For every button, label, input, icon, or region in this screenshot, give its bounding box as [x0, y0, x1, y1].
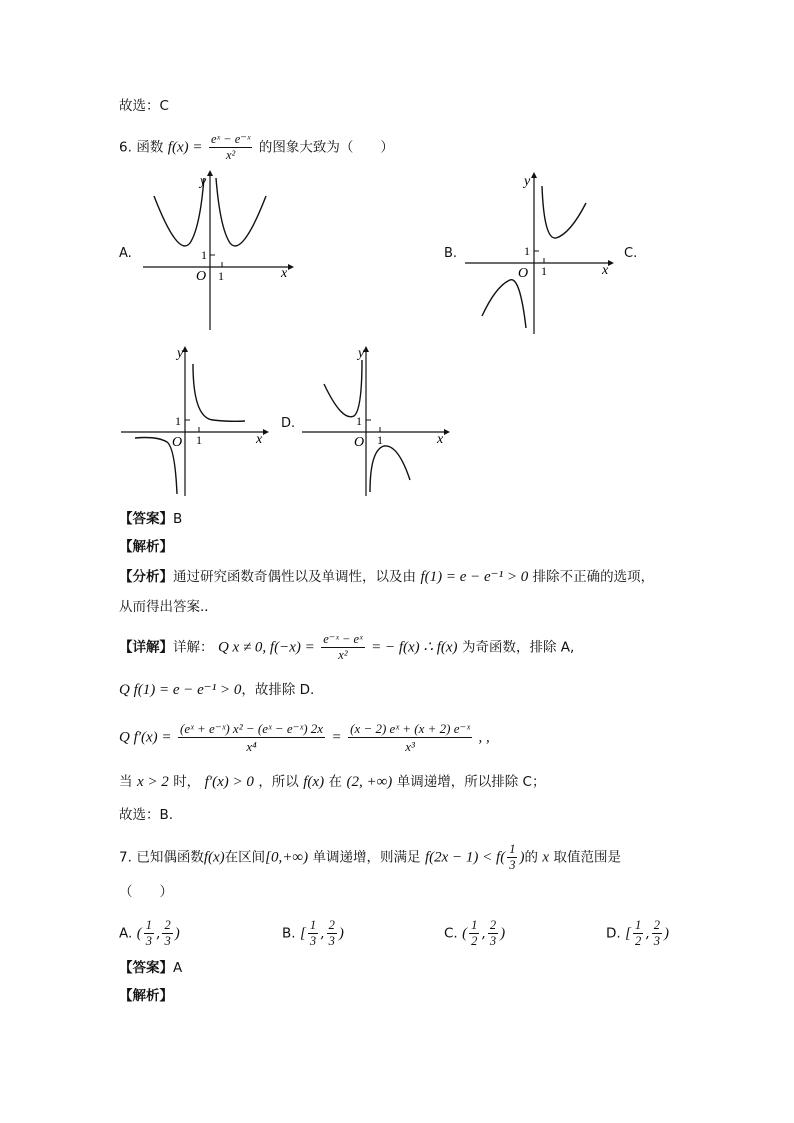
option-d1: 2 — [634, 934, 642, 948]
y-label: y — [200, 174, 207, 189]
fenxi-text-1: 通过研究函数奇偶性以及单调性，以及由 — [173, 569, 416, 585]
xiangjie-frac-den: x² — [338, 648, 348, 662]
q7-frac-den: 3 — [509, 858, 516, 872]
q7-fraction — [507, 842, 517, 873]
q6-graph-c-label: C. — [624, 246, 638, 261]
option-frac-2 — [327, 918, 337, 949]
option-frac-1 — [469, 918, 479, 949]
xiangjie-frac-num: e⁻ˣ − eˣ — [323, 632, 363, 646]
when-text-2: 时， — [173, 774, 201, 790]
q6-graph-d — [298, 340, 458, 500]
x-label: x — [256, 432, 263, 447]
option-label: D. — [606, 925, 621, 942]
q7-math-4: ) — [519, 849, 525, 866]
q6-graph-d-label: D. — [281, 416, 296, 431]
when-text-5: 单调递增，所以排除 C； — [396, 774, 546, 790]
q7-text-1: 已知偶函数 — [136, 849, 204, 866]
option-d2: 3 — [328, 934, 335, 948]
x-axis-arrow — [288, 264, 294, 270]
q7-frac-num: 1 — [509, 842, 516, 856]
q6-prefix: 函数 — [136, 139, 164, 156]
q7-math-2: [0,+∞) — [265, 849, 309, 866]
origin-label: O — [518, 266, 529, 281]
option-n1: 1 — [471, 918, 478, 932]
answer-value: B — [173, 511, 183, 527]
option-open: [ — [300, 925, 306, 942]
q7-text-5: 取值范围是 — [553, 849, 622, 866]
derivative-num-1: (eˣ + e⁻ˣ) x² − (eˣ − e⁻ˣ) 2x — [180, 721, 324, 736]
option-frac-1 — [633, 918, 643, 949]
q6-suffix: 的图象大致为（ ） — [258, 139, 394, 156]
y-tick-label: 1 — [524, 244, 530, 258]
option-frac-1 — [144, 918, 154, 949]
q6-graph-b — [460, 168, 620, 338]
q6-number: 6. — [119, 139, 132, 156]
option-n1: 1 — [634, 918, 642, 932]
option-n2: 2 — [653, 918, 660, 932]
q7-number: 7. — [119, 849, 132, 866]
x-axis-arrow — [263, 429, 269, 435]
curve-right — [370, 446, 410, 492]
curve-left — [135, 438, 177, 495]
option-n1: 1 — [145, 918, 152, 932]
x-axis-arrow — [444, 429, 450, 435]
previous-answer-line: 故选：C — [119, 98, 169, 114]
q7-math-5: x — [542, 849, 550, 866]
x-label: x — [437, 432, 444, 447]
option-label: B. — [282, 925, 296, 942]
q7-text-3: 单调递增，则满足 — [312, 849, 421, 866]
fenxi-math: f(1) = e − e⁻¹ > 0 — [420, 569, 529, 585]
option-d2: 3 — [489, 934, 497, 948]
y-tick-label: 1 — [356, 414, 362, 428]
x-tick-label: 1 — [196, 433, 202, 447]
q6-graph-a-label: A. — [119, 246, 132, 261]
curve-right — [193, 364, 245, 421]
derivative-fraction-2 — [348, 720, 472, 755]
option-label: C. — [444, 925, 458, 942]
option-d2: 3 — [164, 934, 171, 948]
answer-value: A — [173, 960, 183, 976]
derivative-den-2: x³ — [405, 739, 415, 754]
option-frac-2 — [652, 918, 662, 949]
q7-math-1: f(x) — [203, 849, 225, 866]
curve-right — [216, 178, 266, 246]
x-label: x — [281, 266, 288, 281]
option-close: ) — [338, 925, 344, 942]
q6-frac-num: eˣ − e⁻ˣ — [210, 132, 251, 146]
xiangjie-text-2: 为奇函数，排除 A, — [461, 639, 575, 656]
origin-label: O — [196, 269, 207, 284]
q6-monotone-line — [119, 772, 545, 792]
option-label: A. — [119, 925, 133, 942]
q6-stem — [119, 132, 394, 163]
q6-fenxi-line — [119, 567, 654, 587]
option-n2: 2 — [164, 918, 171, 932]
answer-tag: 【答案】 — [119, 511, 173, 527]
derivative-lhs: Q f′(x) = — [119, 729, 172, 746]
derivative-fraction-1 — [178, 720, 325, 755]
q6-exclude-d-line — [119, 680, 314, 700]
q7-option-d[interactable]: D. [ $\frac{1}{2}$ , $\frac{2}{3}$ ) — [606, 918, 669, 948]
when-math-2: f′(x) > 0 — [204, 774, 254, 790]
option-open: ( — [462, 925, 468, 942]
derivative-num-2: (x − 2) eˣ + (x + 2) e⁻ˣ — [350, 721, 471, 736]
fenxi-tag: 【分析】 — [119, 569, 173, 585]
when-text-1: 当 — [119, 774, 133, 790]
when-text-3: ，所以 — [258, 774, 299, 790]
option-open: [ — [625, 925, 631, 942]
option-frac-2 — [488, 918, 498, 949]
derivative-den-1: x⁴ — [246, 739, 257, 754]
curve-left — [482, 280, 526, 328]
option-n2: 2 — [328, 918, 335, 932]
answer-tag: 【答案】 — [119, 960, 173, 976]
when-math-4: (2, +∞) — [346, 774, 393, 790]
origin-label: O — [172, 435, 183, 450]
q7-math-3: f(2x − 1) < f( — [424, 849, 506, 866]
curve-right — [542, 186, 586, 238]
q6-xiangjie-line — [119, 632, 574, 663]
option-close: ) — [663, 925, 669, 942]
y-label: y — [524, 174, 531, 189]
q6-graph-c — [117, 340, 277, 500]
q6-final-choice: 故选：B. — [119, 807, 174, 823]
q6-jiexi-tag: 【解析】 — [119, 539, 173, 555]
option-n2: 2 — [489, 918, 497, 932]
xiangjie-math-1: Q x ≠ 0, f(−x) = — [217, 639, 315, 656]
q6-fraction — [209, 132, 252, 163]
y-axis-arrow — [207, 170, 213, 176]
option-d1: 2 — [471, 934, 478, 948]
curve-left — [154, 178, 204, 246]
option-open: ( — [136, 925, 142, 942]
q6-func-lhs: f(x) = — [167, 139, 203, 156]
x-tick-label: 1 — [218, 269, 224, 283]
q7-answer-line — [119, 958, 182, 978]
q7-option-a[interactable]: A. ( $\frac{1}{3}$ , $\frac{2}{3}$ ) — [119, 918, 180, 948]
origin-label: O — [354, 435, 365, 450]
x-tick-label: 1 — [377, 433, 383, 447]
fenxi-text-2: 排除不正确的选项， — [532, 569, 655, 585]
option-d1: 3 — [309, 934, 317, 948]
option-frac-1 — [308, 918, 318, 949]
derivative-tail: , , — [478, 729, 490, 746]
y-label: y — [358, 346, 365, 361]
q6-answer-line — [119, 509, 182, 529]
option-frac-2 — [162, 918, 172, 949]
when-text-4: 在 — [328, 774, 343, 790]
xiangjie-tag: 【详解】 — [119, 639, 173, 656]
exclude-d-text: ，故排除 D. — [241, 682, 315, 698]
when-math-3: f(x) — [303, 774, 325, 790]
option-d2: 3 — [653, 934, 660, 948]
q6-frac-den: x² — [226, 148, 236, 162]
y-label: y — [177, 346, 184, 361]
option-n1: 1 — [309, 918, 317, 932]
q7-jiexi-tag: 【解析】 — [119, 988, 173, 1004]
x-tick-label: 1 — [541, 264, 547, 278]
q6-fenxi-line-2: 从而得出答案.． — [119, 599, 218, 615]
xiangjie-text-1: 详解： — [173, 639, 214, 656]
q7-text-2: 在区间 — [224, 849, 266, 866]
q7-option-b[interactable]: B. [ $\frac{1}{3}$ , $\frac{2}{3}$ ) — [282, 918, 344, 948]
q6-derivative-line — [119, 720, 490, 755]
exclude-d-math: Q f(1) = e − e⁻¹ > 0 — [119, 682, 242, 698]
q7-text-4: 的 — [524, 849, 538, 866]
y-tick-label: 1 — [175, 414, 181, 428]
q7-stem — [119, 842, 621, 873]
q7-paren: （ ） — [119, 884, 173, 900]
curve-left — [324, 360, 362, 417]
q7-option-c[interactable]: C. ( $\frac{1}{2}$ , $\frac{2}{3}$ ) — [444, 918, 506, 948]
option-close: ) — [174, 925, 180, 942]
y-axis-arrow — [531, 172, 537, 178]
x-label: x — [602, 263, 609, 278]
q6-graph-b-label: B. — [444, 246, 458, 261]
xiangjie-fraction — [321, 632, 364, 663]
x-axis-arrow — [608, 260, 614, 266]
option-close: ) — [500, 925, 506, 942]
derivative-equals: = — [331, 729, 342, 746]
option-d1: 3 — [145, 934, 152, 948]
q6-graph-a — [138, 168, 298, 336]
y-tick-label: 1 — [201, 248, 207, 262]
when-math-1: x > 2 — [136, 774, 169, 790]
xiangjie-math-2: = − f(x) ∴ f(x) — [371, 639, 458, 656]
